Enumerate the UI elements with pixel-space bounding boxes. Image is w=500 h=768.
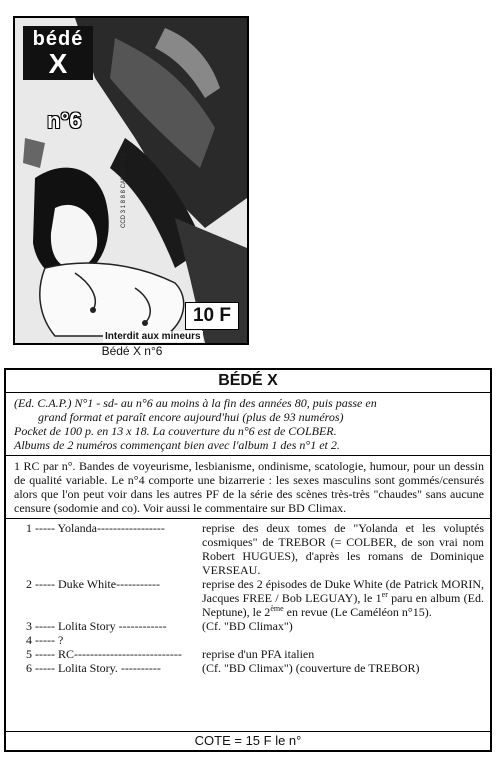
- intro-line: grand format et paraît encore aujourd'hui (plus de 93 numéros): [38, 410, 344, 424]
- intro-line: Albums de 2 numéros commençant bien avec l'album 1 des n°1 et 2.: [14, 438, 340, 452]
- cover-banner: Interdit aux mineurs: [105, 331, 201, 342]
- item-note-sup: er: [381, 590, 388, 599]
- list-item: [26, 633, 484, 647]
- item-note: [202, 577, 484, 619]
- card-intro: [6, 393, 490, 456]
- item-note: (Cf. "BD Climax"): [202, 619, 293, 633]
- magazine-logo: [23, 26, 93, 80]
- list-item: [26, 619, 484, 633]
- item-title: 3 ----- Lolita Story ------------: [26, 619, 167, 633]
- item-note: [202, 633, 484, 647]
- item-note-part: paru en album (Ed. Neptune), le 2: [202, 591, 485, 619]
- card-title: BÉDÉ X: [6, 370, 490, 393]
- cover-image: [13, 16, 249, 345]
- item-title: 5 ----- RC---------------------------: [26, 647, 182, 661]
- item-title: 6 ----- Lolita Story. ----------: [26, 661, 161, 675]
- cover-side-code: CCD 3 1 8 8 8 CANADA 4.50: [121, 150, 127, 228]
- item-note: reprise des deux tomes de "Yolanda et les voluptés cosmiques" de TREBOR (= COLBER, de son vrai nom Robert HUGUES), d'après les romans de Dominique VERSEAU.: [202, 521, 484, 577]
- catalogue-card: [4, 368, 492, 752]
- cover-issue-number: n°6: [47, 108, 82, 133]
- item-title: 1 ----- Yolanda-----------------: [26, 521, 165, 535]
- issue-list: [6, 519, 490, 675]
- list-item: [26, 661, 484, 675]
- logo-line-1: bédé: [32, 28, 84, 50]
- item-note-part: en revue (Le Caméléon n°15).: [283, 605, 432, 619]
- item-title: 2 ----- Duke White-----------: [26, 577, 161, 591]
- list-item: [26, 577, 484, 619]
- intro-line: Pocket de 100 p. en 13 x 18. La couverture du n°6 est de COLBER.: [14, 424, 337, 438]
- list-item: [26, 521, 484, 577]
- card-description: 1 RC par n°. Bandes de voyeurisme, lesbianisme, ondinisme, scatologie, humour, pour un dessin de qualité variable. Le n°4 comporte une bizarrerie : les sexes masculins sont gommés/censurés alors que l'on peut voir dans les autres PF de la série des scènes très-très "chaudes" sans aucune censure (sodomie and co). Voir aussi le commentaire sur BD Climax.: [6, 456, 490, 519]
- item-note-sup: ème: [270, 604, 284, 613]
- item-note: (Cf. "BD Climax") (couverture de TREBOR): [202, 661, 420, 675]
- logo-line-2: X: [48, 48, 68, 79]
- cover-caption: Bédé X n°6: [101, 344, 163, 358]
- list-item: [26, 647, 484, 661]
- card-cote: COTE = 15 F le n°: [6, 731, 490, 750]
- intro-line: (Ed. C.A.P.) N°1 - sd- au n°6 au moins à la fin des années 80, puis passe en: [14, 396, 377, 410]
- cover-price: 10 F: [185, 302, 239, 330]
- item-note-part: reprise des 2 épisodes de Duke White (de Patrick MORIN, Jacques FREE / Bob LEGUAY), le 1: [202, 577, 484, 605]
- item-title: 4 ----- ?: [26, 633, 64, 647]
- item-note: reprise d'un PFA italien: [202, 647, 315, 661]
